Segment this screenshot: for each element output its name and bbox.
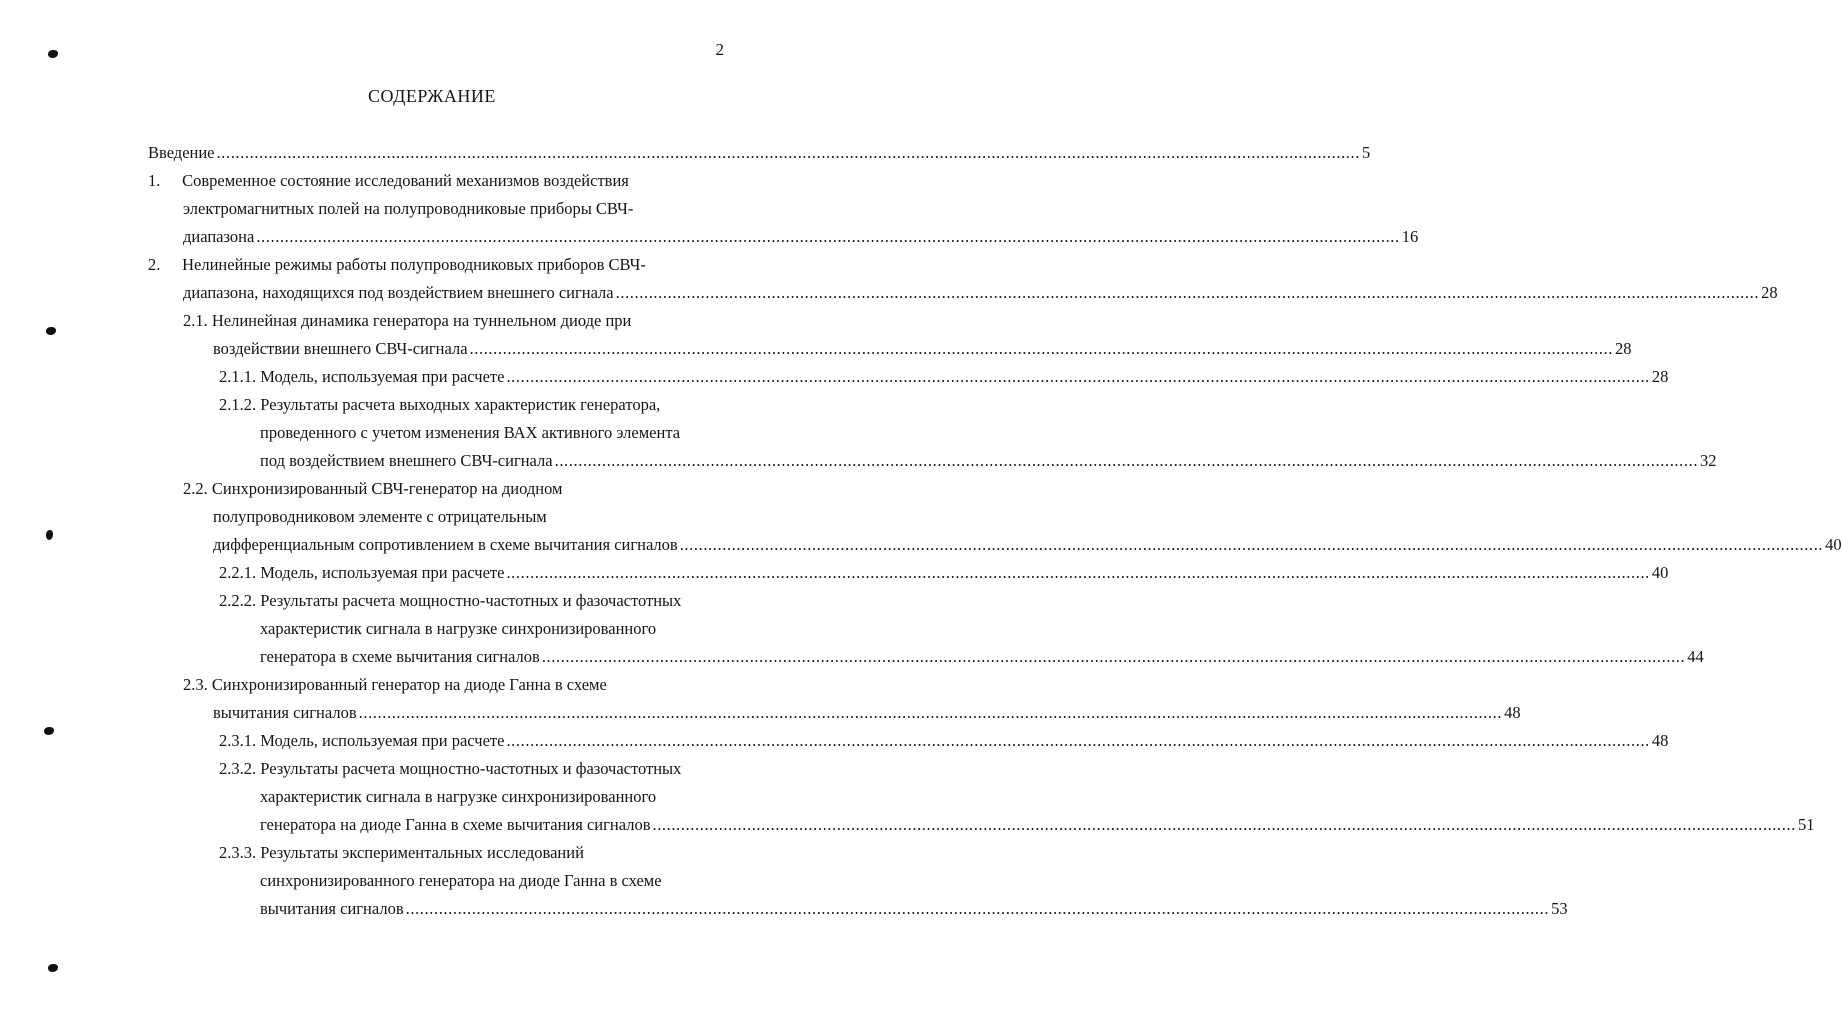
toc-page-number: 32 [1700, 451, 1717, 470]
toc-entry-2-2-1 [219, 561, 1669, 585]
toc-page-number: 28 [1651, 367, 1669, 386]
scan-mark-lower [44, 727, 54, 735]
toc-entry-text: 2.2.1. Модель, используемая при расчете [219, 563, 505, 582]
leader-dots: .................................................................................................................................................................................................................................................. [506, 367, 1650, 386]
leader-dots: .................................................................................................................................................................................................................................................. [554, 451, 1699, 470]
toc-entry-2-1-2-line1: 2.1.2. Результаты расчета выходных характеристик генератора, [219, 395, 661, 414]
toc-entry-ch2-line2 [183, 281, 1778, 305]
leader-dots: .................................................................................................................................................................................................................................................. [405, 899, 1550, 918]
toc-entry-text: под воздействием внешнего СВЧ-сигнала [260, 451, 553, 470]
toc-page-number: 53 [1551, 899, 1568, 918]
toc-entry-2-2-line2: полупроводниковом элементе с отрицательным [213, 507, 547, 526]
leader-dots: .................................................................................................................................................................................................................................................. [256, 227, 1400, 246]
leader-dots: .................................................................................................................................................................................................................................................. [652, 815, 1796, 834]
toc-page-number: 5 [1361, 143, 1371, 162]
toc-entry-2-3-3-line3 [260, 897, 1568, 921]
toc-entry-text: 2.1.1. Модель, используемая при расчете [219, 367, 505, 386]
toc-entry-text: диапазона, находящихся под воздействием внешнего сигнала [183, 283, 614, 302]
leader-dots: .................................................................................................................................................................................................................................................. [506, 563, 1650, 582]
toc-entry-text: Современное состояние исследований механизмов воздействия [182, 171, 629, 190]
toc-entry-2-2-2-line2: характеристик сигнала в нагрузке синхронизированного [260, 619, 657, 638]
toc-entry-2-3-line1: 2.3. Синхронизированный генератор на диоде Ганна в схеме [183, 675, 607, 694]
toc-entry-2-2-line1: 2.2. Синхронизированный СВЧ-генератор на диодном [183, 479, 563, 498]
toc-page-number: 51 [1797, 815, 1815, 834]
chapter-number: 2. [148, 255, 161, 274]
toc-entry-2-2-line3 [213, 533, 1842, 557]
toc-entry-ch1-line1 [148, 169, 629, 193]
toc-entry-text: Введение [148, 143, 215, 162]
toc-entry-text: 2.3.1. Модель, используемая при расчете [219, 731, 505, 750]
toc-entry-2-1-1 [219, 365, 1669, 389]
toc-entry-2-3-2-line2: характеристик сигнала в нагрузке синхронизированного [260, 787, 657, 806]
page-title: СОДЕРЖАНИЕ [368, 86, 496, 106]
toc-entry-text: генератора на диоде Ганна в схеме вычитания сигналов [260, 815, 651, 834]
scan-mark-bottom [48, 964, 58, 972]
toc-entry-intro [148, 141, 1371, 165]
chapter-number: 1. [148, 171, 161, 190]
toc-entry-2-3-3-line2: синхронизированного генератора на диоде Ганна в схеме [260, 871, 662, 890]
toc-entry-text: дифференциальным сопротивлением в схеме вычитания сигналов [213, 535, 678, 554]
toc-page-number: 28 [1614, 339, 1632, 358]
leader-dots: .................................................................................................................................................................................................................................................. [615, 283, 1760, 302]
toc-page-number: 44 [1687, 647, 1704, 666]
toc-entry-text: воздействии внешнего СВЧ-сигнала [213, 339, 468, 358]
toc-entry-2-1-line2 [213, 337, 1632, 361]
toc-page-number: 48 [1504, 703, 1521, 722]
toc-entry-2-2-2-line1: 2.2.2. Результаты расчета мощностно-частотных и фазочастотных [219, 591, 682, 610]
leader-dots: .................................................................................................................................................................................................................................................. [541, 647, 1686, 666]
toc-entry-2-2-2-line3 [260, 645, 1704, 669]
toc-page-number: 40 [1825, 535, 1842, 554]
leader-dots: .................................................................................................................................................................................................................................................. [679, 535, 1824, 554]
toc-entry-ch1-line2: электромагнитных полей на полупроводниковые приборы СВЧ- [183, 199, 634, 218]
toc-page-number: 28 [1761, 283, 1778, 302]
toc-entry-2-1-line1: 2.1. Нелинейная динамика генератора на туннельном диоде при [183, 311, 632, 330]
toc-entry-text: генератора в схеме вычитания сигналов [260, 647, 540, 666]
page-number: 2 [715, 40, 724, 59]
scan-mark-middle [46, 530, 53, 540]
toc-entry-text: диапазона [183, 227, 255, 246]
toc-entry-2-3-line2 [213, 701, 1521, 725]
leader-dots: .................................................................................................................................................................................................................................................. [506, 731, 1650, 750]
toc-entry-2-3-2-line1: 2.3.2. Результаты расчета мощностно-частотных и фазочастотных [219, 759, 682, 778]
toc-entry-ch1-line3 [183, 225, 1419, 249]
toc-entry-ch2-line1 [148, 253, 646, 277]
toc-entry-text: Нелинейные режимы работы полупроводниковых приборов СВЧ- [182, 255, 646, 274]
scan-mark-upper [46, 327, 56, 335]
toc-entry-2-3-1 [219, 729, 1669, 753]
toc-entry-2-3-2-line3 [260, 813, 1815, 837]
toc-page-number: 48 [1651, 731, 1669, 750]
toc-entry-text: вычитания сигналов [213, 703, 357, 722]
toc-entry-2-1-2-line3 [260, 449, 1717, 473]
toc-page-number: 40 [1651, 563, 1669, 582]
toc-entry-text: вычитания сигналов [260, 899, 404, 918]
toc-entry-2-3-3-line1: 2.3.3. Результаты экспериментальных исследований [219, 843, 584, 862]
toc-page-number: 16 [1401, 227, 1419, 246]
leader-dots: .................................................................................................................................................................................................................................................. [469, 339, 1613, 358]
scan-mark-top [48, 50, 58, 58]
leader-dots: .................................................................................................................................................................................................................................................. [216, 143, 1360, 162]
toc-entry-2-1-2-line2: проведенного с учетом изменения ВАХ активного элемента [260, 423, 681, 442]
leader-dots: .................................................................................................................................................................................................................................................. [358, 703, 1503, 722]
